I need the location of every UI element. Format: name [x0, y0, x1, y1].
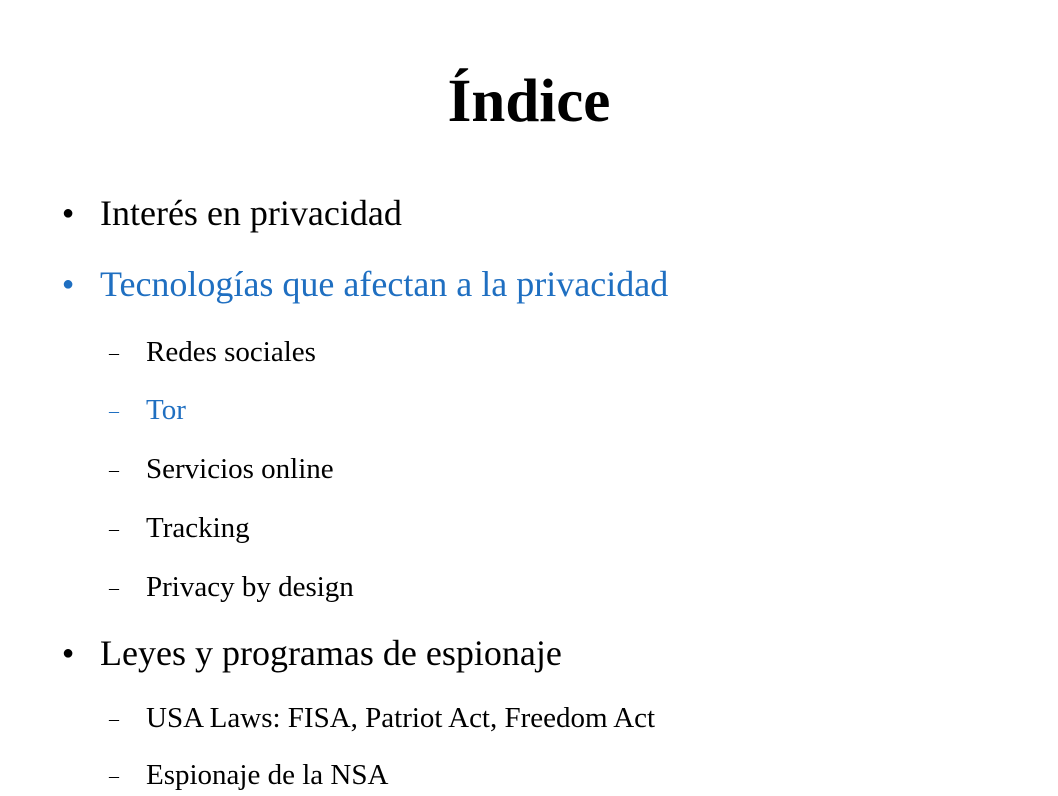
list-item-active	[62, 262, 668, 310]
dash-icon: –	[109, 400, 119, 422]
dash-icon: –	[109, 765, 119, 787]
bullet-icon: ●	[62, 272, 75, 295]
dash-icon: –	[109, 342, 119, 364]
sub-list-item	[109, 510, 250, 549]
sub-list-item-active	[109, 392, 186, 431]
sub-list-item	[109, 334, 316, 373]
list-item	[62, 631, 562, 679]
bullet-icon: ●	[62, 201, 75, 224]
sub-list-item	[109, 569, 354, 608]
sub-list-item	[109, 700, 655, 739]
bullet-icon: ●	[62, 641, 75, 664]
list-item-label: Interés en privacidad	[100, 193, 402, 233]
list-item-label: Leyes y programas de espionaje	[100, 633, 562, 673]
slide-title: Índice	[447, 68, 611, 135]
sub-list-item-label: Privacy by design	[146, 571, 354, 603]
sub-list-item-label: Tor	[146, 394, 186, 426]
dash-icon: –	[109, 518, 119, 540]
sub-list-item	[109, 451, 334, 490]
list-item	[62, 191, 402, 239]
sub-list-item-label: Espionaje de la NSA	[146, 759, 389, 791]
dash-icon: –	[109, 577, 119, 599]
sub-list-item	[109, 757, 388, 796]
list-item-label: Tecnologías que afectan a la privacidad	[100, 264, 669, 304]
sub-list-item-label: Redes sociales	[146, 336, 316, 368]
sub-list-item-label: Servicios online	[146, 453, 334, 485]
sub-list-item-label: Tracking	[146, 512, 250, 544]
dash-icon: –	[109, 708, 119, 730]
dash-icon: –	[109, 459, 119, 481]
sub-list-item-label: USA Laws: FISA, Patriot Act, Freedom Act	[146, 702, 656, 734]
